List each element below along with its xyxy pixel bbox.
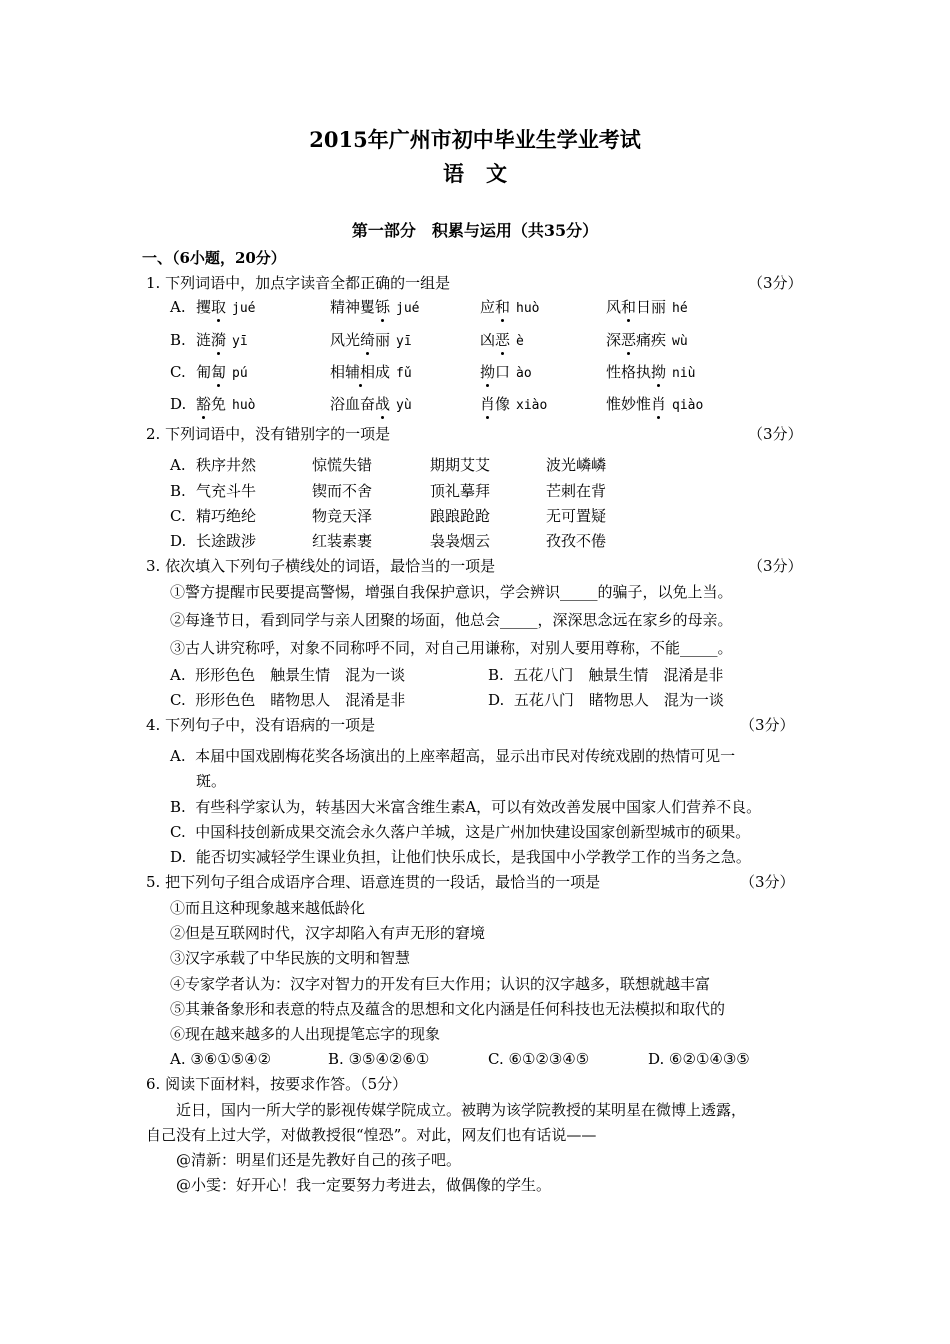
word-part: 匍 <box>196 363 212 381</box>
option-text: ③⑥①⑤④② <box>190 1050 272 1068</box>
q1-word <box>480 297 540 319</box>
dotted-char: 肖 <box>651 395 667 413</box>
q5-sentence-3: ③汉字承载了中华民族的文明和智慧 <box>170 949 411 967</box>
q2-word: 惊慌失错 <box>312 456 373 474</box>
dotted-char: 漪 <box>211 331 227 349</box>
q2-option-letter: C. <box>170 507 186 525</box>
q2-stem: 2. 下列词语中，没有错别字的一项是 <box>146 425 391 443</box>
q2-word: 袅袅烟云 <box>430 532 491 550</box>
option-letter: D. <box>488 691 505 709</box>
option-letter: B. <box>488 666 504 684</box>
dotted-char: 铄 <box>375 298 391 316</box>
word-part: 应 <box>480 298 496 316</box>
word-part: 精神矍 <box>330 298 376 316</box>
q1-word <box>196 362 248 384</box>
q2-word: 芒刺在背 <box>546 482 607 500</box>
q1-word <box>606 394 703 416</box>
pinyin: jué <box>232 301 256 316</box>
q5-sentence-1: ①而且这种现象越来越低龄化 <box>170 899 366 917</box>
option-letter: C. <box>488 1050 504 1068</box>
word-part: 丽 <box>375 331 391 349</box>
q2-option-letter: D. <box>170 532 187 550</box>
pinyin: è <box>516 334 524 349</box>
dotted-char: 战 <box>375 395 391 413</box>
q1-score: （3分） <box>748 274 803 292</box>
part-heading <box>0 218 950 241</box>
option-letter: B. <box>328 1050 344 1068</box>
q2-word: 锲而不舍 <box>312 482 373 500</box>
q2-word: 长途跋涉 <box>196 532 257 550</box>
q1-stem <box>146 273 450 293</box>
q1-word <box>330 330 412 352</box>
word-part: 像 <box>495 395 511 413</box>
q1-word <box>196 330 248 352</box>
pinyin: huò <box>516 301 540 316</box>
q1-option-letter: B. <box>170 331 186 349</box>
option-text: 五花八门 触景生情 混淆是非 <box>513 666 724 684</box>
word-part: 口 <box>495 363 511 381</box>
pinyin: jué <box>396 301 420 316</box>
option-text: 中国科技创新成果交流会永久落户羊城，这是广州加快建设国家创新型城市的硕果。 <box>195 823 751 841</box>
q4-option-d <box>170 847 751 867</box>
q5-score: （3分） <box>740 873 795 891</box>
option-text: 本届中国戏剧梅花奖各场演出的上座率超高，显示出市民对传统戏剧的热情可见一 <box>195 747 736 765</box>
q1-word <box>606 330 688 352</box>
dotted-char: 和 <box>621 298 637 316</box>
pinyin: qiào <box>672 398 704 413</box>
q5-option-b <box>328 1049 429 1069</box>
word-part: 深 <box>606 331 622 349</box>
q2-score: （3分） <box>748 425 803 443</box>
pinyin: yī <box>396 334 412 349</box>
q5-sentence-5: ⑤其兼备象形和表意的特点及蕴含的思想和文化内涵是任何科技也无法模拟和取代的 <box>170 1000 726 1018</box>
q4-option-a-cont: 斑。 <box>196 772 227 790</box>
q5-sentence-2: ②但是互联网时代，汉字却陷入有声无形的窘境 <box>170 924 486 942</box>
q3-score: （3分） <box>748 557 803 575</box>
section-heading: 一、（6小题，20分） <box>142 249 286 267</box>
pinyin: hé <box>672 301 688 316</box>
q3-sentence-1: ①警方提醒市民要提高警惕，增强自我保护意识，学会辨识_____的骗子，以免上当。 <box>170 583 733 601</box>
option-letter: D. <box>170 848 187 866</box>
q1-stem-text: 1. 下列词语中，加点字读音全都正确的一组是 <box>146 274 451 292</box>
q1-word <box>196 297 256 319</box>
word-part: 风 <box>606 298 622 316</box>
option-letter: A. <box>170 666 186 684</box>
word-part: 风光 <box>330 331 361 349</box>
q1-word <box>480 330 524 352</box>
dotted-char: 恶 <box>495 331 511 349</box>
q1-option-letter: C. <box>170 363 186 381</box>
dotted-char: 取 <box>211 298 227 316</box>
q5-option-a <box>170 1049 271 1069</box>
q6-paragraph-1: 近日，国内一所大学的影视传媒学院成立。被聘为该学院教授的某明星在微博上透露， <box>176 1101 747 1119</box>
q1-word <box>480 394 547 416</box>
dotted-char: 拗 <box>480 363 496 381</box>
q6-comment-2: @小雯：好开心！我一定要努力考进去，做偶像的学生。 <box>176 1176 552 1194</box>
q4-stem <box>146 715 375 735</box>
q5-stem: 5. 把下列句子组合成语序合理、语意连贯的一段话，最恰当的一项是 <box>146 873 601 891</box>
q3-sentence-2: ②每逢节日，看到同学与亲人团聚的场面，他总会_____，深深思念远在家乡的母亲。 <box>170 611 733 629</box>
option-letter: B. <box>170 798 186 816</box>
q2-option-letter: A. <box>170 456 186 474</box>
q4-option-b <box>170 797 761 817</box>
q3-option-b <box>488 665 723 685</box>
option-text: ⑥①②③④⑤ <box>508 1050 590 1068</box>
q2-word: 气充斗牛 <box>196 482 257 500</box>
q2-option-letter: B. <box>170 482 186 500</box>
word-part: 性格执 <box>606 363 652 381</box>
word-part: 日丽 <box>636 298 667 316</box>
exam-title: 2015年广州市初中毕业生学业考试 <box>309 127 641 152</box>
q1-word <box>330 297 420 319</box>
option-letter: D. <box>648 1050 665 1068</box>
q3-sentence-3: ③古人讲究称呼，对象不同称呼不同，对自己用谦称，对别人要用尊称，不能_____。 <box>170 639 733 657</box>
word-part: 涟 <box>196 331 212 349</box>
q5-option-c <box>488 1049 589 1069</box>
q1-word <box>480 362 532 384</box>
dotted-char: 相辅相成 <box>330 363 391 381</box>
q3-stem: 3. 依次填入下列句子横线处的词语，最恰当的一项是 <box>146 557 496 575</box>
option-letter: A. <box>170 747 186 765</box>
q2-word: 精巧绝纶 <box>196 507 257 525</box>
dotted-char: 匐 <box>211 363 227 381</box>
q5-sentence-6: ⑥现在越来越多的人出现提笔忘字的现象 <box>170 1025 441 1043</box>
option-text: ③⑤④②⑥① <box>348 1050 430 1068</box>
dotted-char: 和 <box>495 298 511 316</box>
q4-option-c <box>170 822 750 842</box>
q3-option-d <box>488 690 724 710</box>
q2-word: 期期艾艾 <box>430 456 491 474</box>
word-part: 痛疾 <box>636 331 667 349</box>
part-label: 第一部分 <box>351 221 416 240</box>
q6-paragraph-2: 自己没有上过大学，对做教授很“惶恐”。对此，网友们也有话说—— <box>146 1126 597 1144</box>
option-text: 形形色色 睹物思人 混淆是非 <box>195 691 406 709</box>
word-part: 惟妙惟 <box>606 395 652 413</box>
dotted-char: 绮 <box>360 331 376 349</box>
q2-word: 波光嶙嶙 <box>546 456 607 474</box>
q4-score: （3分） <box>740 716 795 734</box>
pinyin: pú <box>232 366 248 381</box>
q2-word: 无可置疑 <box>546 507 607 525</box>
pinyin: ào <box>516 366 532 381</box>
q2-word: 物竞天泽 <box>312 507 373 525</box>
option-letter: C. <box>170 823 186 841</box>
q1-option-letter: A. <box>170 298 186 316</box>
q1-option-letter: D. <box>170 395 187 413</box>
q1-word <box>606 297 688 319</box>
q5-option-d <box>648 1049 750 1069</box>
q6-comment-1: @清新：明星们还是先教好自己的孩子吧。 <box>176 1151 462 1169</box>
pinyin: xiào <box>516 398 548 413</box>
word-part: 凶 <box>480 331 496 349</box>
pinyin: wù <box>672 334 688 349</box>
q1-word <box>330 362 412 384</box>
q1-word <box>606 362 696 384</box>
option-text: 能否切实减轻学生课业负担，让他们快乐成长，是我国中小学教学工作的当务之急。 <box>195 848 751 866</box>
option-text: 五花八门 睹物思人 混为一谈 <box>513 691 724 709</box>
word-part: 浴血奋 <box>330 395 376 413</box>
q6-stem: 6. 阅读下面材料，按要求作答。（5分） <box>146 1075 408 1093</box>
option-letter: A. <box>170 1050 186 1068</box>
q3-option-c <box>170 690 405 710</box>
q2-word: 秩序井然 <box>196 456 257 474</box>
pinyin: huò <box>232 398 256 413</box>
q4-option-a <box>170 746 735 766</box>
dotted-char: 恶 <box>621 331 637 349</box>
option-text: ⑥②①④③⑤ <box>669 1050 750 1068</box>
q2-word: 红装素裹 <box>312 532 373 550</box>
option-letter: C. <box>170 691 186 709</box>
part-name: 积累与运用（共35分） <box>431 221 599 240</box>
subject-title: 语文 <box>443 161 529 186</box>
dotted-char: 肖 <box>480 395 496 413</box>
word-part: 免 <box>211 395 227 413</box>
pinyin: fǔ <box>396 366 412 381</box>
q2-word: 顶礼摹拜 <box>430 482 491 500</box>
q2-word: 踉踉跄跄 <box>430 507 491 525</box>
option-text: 形形色色 触景生情 混为一谈 <box>195 666 406 684</box>
dotted-char: 豁 <box>196 395 212 413</box>
option-text: 有些科学家认为，转基因大米富含维生素A，可以有效改善发展中国家人们营养不良。 <box>195 798 762 816</box>
pinyin: niù <box>672 366 696 381</box>
pinyin: yī <box>232 334 248 349</box>
q4-stem-text: 4. 下列句子中，没有语病的一项是 <box>146 716 376 734</box>
q5-sentence-4: ④专家学者认为：汉字对智力的开发有巨大作用；认识的汉字越多，联想就越丰富 <box>170 975 711 993</box>
q1-word <box>196 394 256 416</box>
q1-word <box>330 394 412 416</box>
word-part: 攫 <box>196 298 212 316</box>
q2-word: 孜孜不倦 <box>546 532 607 550</box>
pinyin: yù <box>396 398 412 413</box>
q3-option-a <box>170 665 405 685</box>
dotted-char: 拗 <box>651 363 667 381</box>
